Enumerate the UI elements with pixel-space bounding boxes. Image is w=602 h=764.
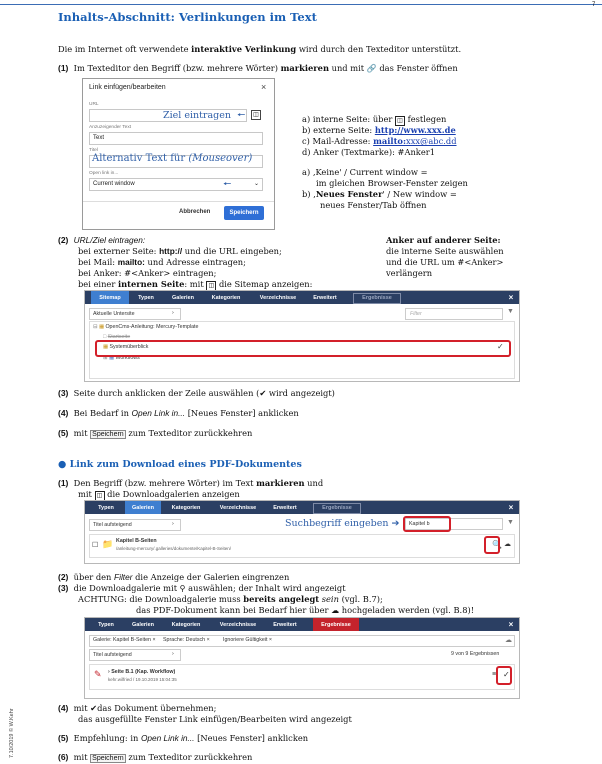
target-d: d) Anker (Textmarke): #Anker1 [302,147,435,157]
title-label: Titel [89,148,98,153]
sitemap-browse-icon[interactable]: ◫ [251,110,261,120]
sort-select[interactable]: Titel aufsteigend › [89,649,181,661]
step-2-line-4: bei Anker: #<Anker> eintragen; [78,268,217,278]
sitemap-icon: ◫ [206,281,216,291]
page-title: Inhalts-Abschnitt: Verlinkungen im Text [58,10,317,24]
tab-typen[interactable]: Typen [138,294,154,301]
step-4: (4) Bei Bedarf in Open Link in... [Neues Fenster] anklicken [58,408,299,418]
step-2-line-3: bei Mail: mailto: und Adresse eintragen; [78,257,246,267]
upload-icon[interactable]: ☁ [504,541,511,548]
dl-step-1-line-2: mit ◫ die Downloadgalerien anzeigen [78,489,240,499]
step-3: (3) Seite durch anklicken der Zeile auswählen (✔ wird angezeigt) [58,388,335,398]
dl-step-1: (1) Den Begriff (bzw. mehrere Wörter) im Text markieren und [58,478,324,488]
tab-sitemap[interactable]: Sitemap [91,291,129,304]
open-label: Open link in... [89,171,119,176]
row-checkbox[interactable]: ☐ [92,542,99,549]
link-icon: 🔗 [366,64,377,73]
speichern-chip: Speichern [92,431,124,438]
step-2-line-5: bei einer internen Seite: mit ◫ die Sitemap anzeigen: [78,279,313,289]
highlight-frame [95,340,511,357]
upload-icon[interactable]: ☁ [505,637,512,644]
chevron-right-icon: › [172,310,174,316]
menu-icon[interactable]: ≡ [492,671,497,678]
dialog-close-button[interactable]: × [261,82,267,92]
sitemap-select[interactable]: Aktuelle Untersite › [89,308,181,320]
check-highlight [496,666,512,685]
check-icon: ✓ [497,342,504,351]
select-highlight [484,536,500,554]
sitemap-icon: ◫ [395,116,405,126]
step-5: (5) mit Speichern zum Texteditor zurückkehren [58,428,253,438]
window-b-2: neues Fenster/Tab öffnen [320,200,427,210]
dl-step-2: (2) über den Filter die Anzeige der Galerien eingrenzen [58,572,290,582]
tree-item-workflows[interactable]: ⊞ ▦ Workflows [103,355,140,361]
open-select[interactable]: Current window ⌄ [89,178,263,191]
cancel-button[interactable]: Abbrechen [179,209,211,215]
dl-step-3-line-2: ACHTUNG: die Downloadgalerie muss bereits angelegt sein (vgl. B.7); [78,594,383,604]
search-icon: ⚲ [179,584,186,593]
gallery-row[interactable] [89,534,515,558]
mail-link[interactable]: mailto:xxx@abc.dd [373,136,457,146]
chevron-right-icon: › [172,521,174,527]
chevron-right-icon: › [172,651,174,657]
dialog-title: Link einfügen/bearbeiten [89,84,166,91]
text-label: Anzuzeigender Text [89,125,132,130]
tab-ergebnisse[interactable]: Ergebnisse [313,618,359,631]
window-a-2: im gleichen Browser-Fenster zeigen [316,178,468,188]
close-icon[interactable]: × [508,293,514,302]
tab-typen[interactable]: Typen [98,621,114,628]
upload-icon: ☁ [331,606,340,615]
section-2-title: ● Link zum Download eines PDF-Dokumentes [58,459,302,470]
chip-gueltigkeit[interactable]: Ignoriere Gültigkeit × [223,637,273,643]
chevron-down-icon: ⌄ [253,181,259,187]
pdf-icon: ✎ [94,669,102,679]
sort-select[interactable]: Titel aufsteigend › [89,519,181,531]
sitemap-toolbar [85,291,519,304]
tab-kategorien[interactable]: Kategorien [171,621,201,628]
intro-text: Die im Internet oft verwendete interaktive Verlinkung wird durch den Texteditor unterstützt. [58,44,462,54]
check-icon: ✔ [259,388,267,398]
result-row[interactable] [89,664,515,690]
corner-mark: 7 [592,2,596,8]
step-1: (1) Im Texteditor den Begriff (bzw. mehrere Wörter) markieren und mit 🔗 das Fenster öffnen [58,63,458,73]
chip-galerie[interactable]: Galerie: Kapitel B-Seiten × [93,637,156,643]
dl-step-4-line-2: das ausgefüllte Fenster Link einfügen/Bearbeiten wird angezeigt [78,714,352,724]
save-button[interactable]: Speichern [224,206,264,220]
tree-item-systemueberblick[interactable]: ▦ Systemüberblick [103,344,149,350]
target-a: a) interne Seite: über ◫ festlegen [302,114,447,124]
check-icon[interactable]: ✓ [503,670,510,679]
title-annotation: Alternativ Text für (Mouseover) [92,153,253,164]
sitemap-panel [84,290,520,382]
anker-title: Anker auf anderer Seite: [386,235,501,245]
chip-sprache[interactable]: Sprache: Deutsch × [163,637,210,643]
dl-step-5: (5) Empfehlung: in Open Link in... [Neues Fenster] anklicken [58,733,309,743]
step-2-line-2: bei externer Seite: http:// und die URL eingeben; [78,246,282,256]
dl-step-3-line-3: das PDF-Dokument kann bei Bedarf hier über ☁ hochgeladen werden (vgl. B.8)! [136,605,475,615]
sidebar-credit: 7.10/2019 © W.Kehr [9,708,15,758]
dl-step-3: (3) die Downloadgalerie mit ⚲ auswählen; der Inhalt wird angezeigt [58,583,346,593]
tab-ergebnisse[interactable]: Ergebnisse [313,503,361,514]
result-row-title: › Seite B.1 (Kap. Workflow) [108,669,176,675]
tab-galerien[interactable]: Galerien [171,294,194,301]
tab-galerien[interactable]: Galerien [131,621,154,628]
dl-step-6: (6) mit Speichern zum Texteditor zurückkehren [58,752,253,762]
link-dialog [82,78,275,230]
tree-root[interactable]: ⊟ ▦ OpenCms-Anleitung: Mercury-Template [93,324,199,330]
external-link[interactable]: http://www.xxx.de [374,125,456,135]
gallery-toolbar [85,501,519,514]
filter-icon: ▼ [507,519,514,526]
filter-input[interactable]: Filter [405,308,503,320]
speichern-chip: Speichern [92,755,124,762]
search-annotation: Suchbegriff eingeben ➔ [285,518,400,529]
dialog-divider [83,201,274,202]
tab-erweitert[interactable]: Erweitert [273,621,297,628]
step-2-line-1: (2) URL/Ziel eintragen: [58,235,146,245]
tab-verzeichnisse[interactable]: Verzeichnisse [219,504,257,511]
gallery-row-title: Kapitel B-Seiten [116,538,157,544]
tab-galerien[interactable]: Galerien [125,501,161,514]
tab-typen[interactable]: Typen [98,504,114,511]
target-b: b) externe Seite: http://www.xxx.de [302,125,456,135]
tab-verzeichnisse[interactable]: Verzeichnisse [259,294,297,301]
tab-erweitert[interactable]: Erweitert [313,294,337,301]
search-highlight [403,516,451,532]
gallery-row-path: /anleitung-mercury/.galleries/dokumente/Kapitel-B-Seiten/ [116,546,232,551]
tree-item-startseite[interactable]: □ Startseite [103,334,131,340]
close-icon[interactable]: × [508,620,514,629]
results-toolbar [85,618,519,631]
dl-step-4: (4) mit ✔das Dokument übernehmen; [58,703,217,713]
search-input[interactable]: Kapitel b [405,518,503,530]
tab-kategorien[interactable]: Kategorien [211,294,241,301]
text-input[interactable]: Text [89,132,263,145]
window-a-1: a) ‚Keine' / Current window = [302,167,428,177]
tab-kategorien[interactable]: Kategorien [171,504,201,511]
tab-verzeichnisse[interactable]: Verzeichnisse [219,621,257,628]
results-panel [84,617,520,699]
url-annotation: Ziel eintragen 🠔 [163,110,246,121]
check-icon: ✔ [90,703,98,713]
open-arrow: 🠔 [223,179,232,190]
anker-line-2: und die URL um #<Anker> [386,257,504,267]
result-count: 9 von 9 Ergebnissen [451,651,500,657]
tab-erweitert[interactable]: Erweitert [273,504,297,511]
result-row-meta: kehr.wilfried / 19.10.2019 15:04:35 [108,677,177,682]
anker-line-3: verlängern [386,268,433,278]
close-icon[interactable]: × [508,503,514,512]
top-rule [0,4,602,5]
folder-icon: 📁 [102,539,114,549]
window-b-1: b) ‚Neues Fenster' / New window = [302,189,457,199]
anker-line-1: die interne Seite auswählen [386,246,504,256]
search-icon[interactable]: 🔍 [492,540,502,549]
url-label: URL [89,102,99,107]
gallery-panel [84,500,520,564]
filter-icon: ▼ [507,308,514,315]
target-c: c) Mail-Adresse: mailto:xxx@abc.dd [302,136,457,146]
gallery-icon: ◫ [95,491,105,501]
tab-ergebnisse[interactable]: Ergebnisse [353,293,401,304]
